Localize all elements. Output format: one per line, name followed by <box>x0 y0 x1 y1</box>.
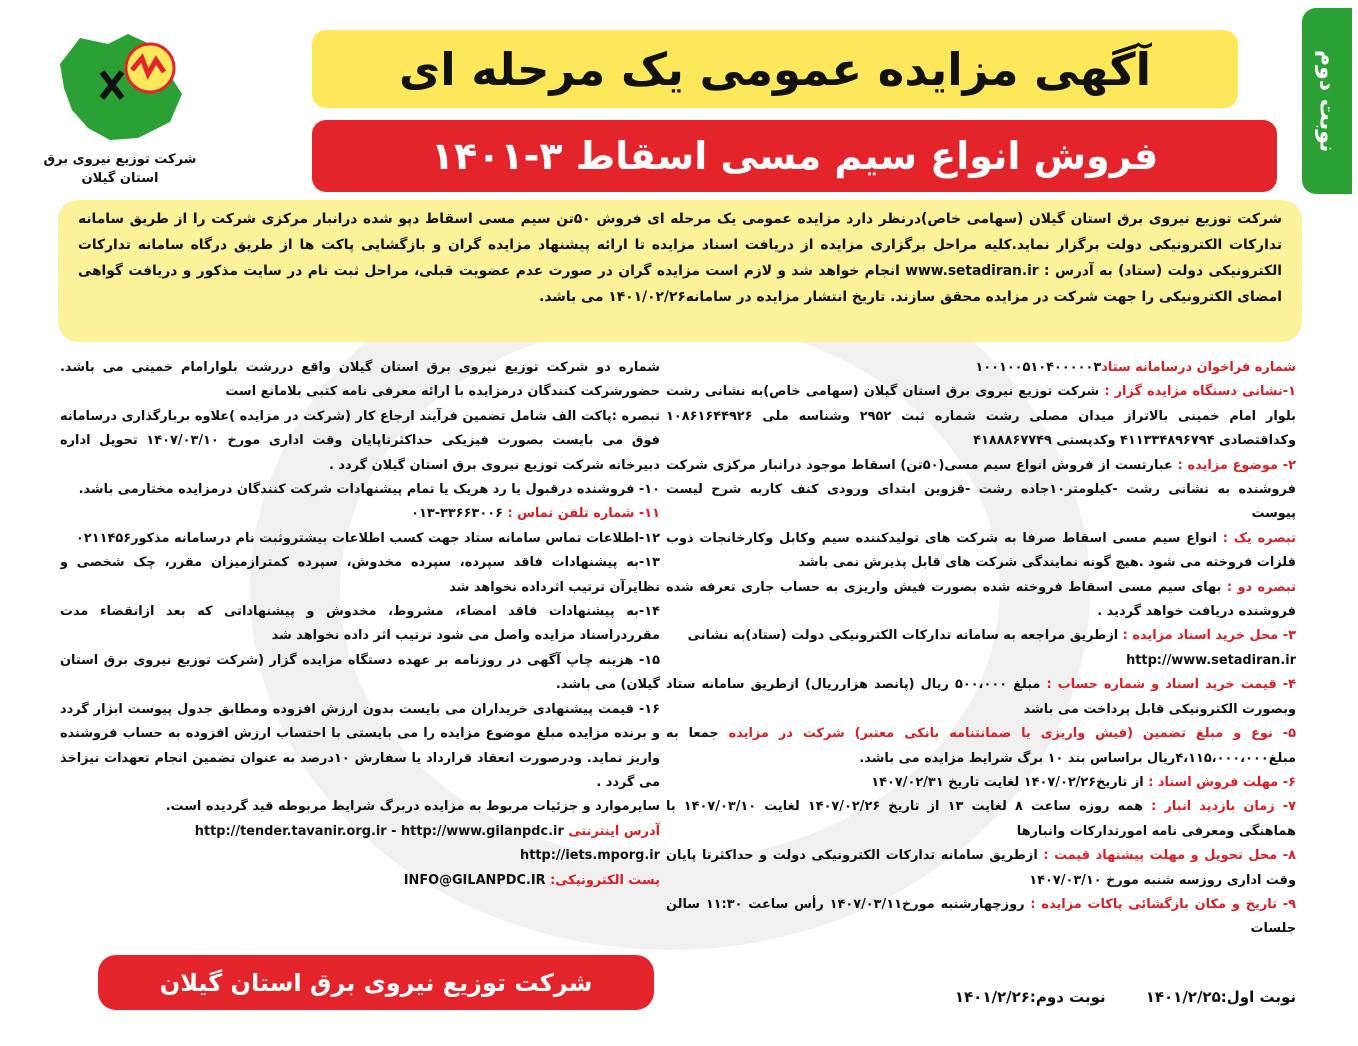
tab-label: نوبت دوم <box>1314 49 1340 153</box>
item-15: ۱۵- هزینه چاپ آگهی در روزنامه بر عهده دستگاه مزایده گزار (شرکت توزیع نیروی برق استان گیلان) می باشد. <box>60 652 660 693</box>
publication-tab <box>1302 8 1352 194</box>
item-8: ۸- محل تحویل و مهلت پیشنهاد قیمت : ازطریق سامانه تدارکات الکترونیکی دولت و حداکثرتا پایان وقت اداری روزسه شنبه مورخ ۱۴۰۷/۰۳/۱۰ <box>666 848 1296 888</box>
item-2: ۲- موضوع مزایده : عبارتست از فروش انواع سیم مسی(۵۰تن) اسقاط موجود درانبار مرکزی شرکت فروشنده به نشانی رشت -کیلومتر۱۰جاده رشت -قزوین ابتدای ورودی کنف کاربه شرح لیست پیوست <box>666 457 1296 522</box>
company-logo <box>32 24 208 204</box>
item-13: ۱۳-به پیشنهادات فاقد سپرده، سپرده مخدوش، سپرده کمترازمیزان مقرر، چک شخصی و نظایرآن ترتیب اثرداده نخواهد شد <box>60 555 660 595</box>
item-11: ۱۱- شماره تلفن تماس : ۳۳۶۶۳۰۰۶-۰۱۳ <box>411 506 660 522</box>
second-publication: نوبت دوم:۱۴۰۱/۲/۲۶ <box>954 988 1106 1006</box>
terms-right-column <box>666 356 1296 981</box>
page-title: آگهی مزایده عمومی یک مرحله ای <box>312 30 1238 108</box>
note-1: تبصره یک : انواع سیم مسی اسقاط صرفا به شرکت های تولیدکننده سیم وکابل وکارخانجات ذوب فلزات فروخته می شود .هیچ گونه نمایندگی شرکت های قابل پذیرش نمی باشد <box>666 530 1296 571</box>
item-12: ۱۲-اطلاعات تماس سامانه ستاد جهت کسب اطلاعات بیشتروثبت نام درسامانه مذکور۰۲۱۱۴۵۶ <box>75 530 660 546</box>
web-address-2 <box>60 844 660 868</box>
item-14: ۱۴-به پیشنهادات فاقد امضاء، مشروط، مخدوش و پیشنهاداتی که بعد ازانقضاء مدت مقرردراسناد مزایده واصل می شود ترتیب اثر داده نخواهد شد <box>60 604 660 644</box>
note-2: تبصره دو : بهای سیم مسی اسقاط فروخته شده بصورت فیش واریزی به حساب جاری تعرفه شده فروشنده دریافت خواهد گردید . <box>666 579 1296 620</box>
web-addresses: آدرس اینترنتی http://tender.tavanir.org.ir - http://www.gilanpdc.ir <box>194 823 660 839</box>
item-5: ۵- نوع و مبلغ تضمین (فیش واریزی یا ضمانتنامه بانکی معتبر) شرکت در مزایده جمعا به مبلغ۴،۱۱۵،۰۰۰،۰۰۰ریال براساس بند ۱۰ برگ شرایط مزایده می باشد. <box>666 726 1296 766</box>
item-3: ۳- محل خرید اسناد مزایده : ازطریق مراجعه به سامانه تدارکات الکترونیکی دولت (ستاد)به نشانی <box>687 628 1296 644</box>
item-9: ۹- تاریخ و مکان بازگشائی پاکات مزایده : روزچهارشنبه مورخ۱۴۰۷/۰۳/۱۱ رأس ساعت ۱۱:۳۰ سالن جلسات <box>666 896 1296 937</box>
gilanpdc-link[interactable]: http://www.gilanpdc.ir <box>401 823 564 839</box>
email-row: پست الکترونیکی: INFO@GILANPDC.IR <box>403 872 660 888</box>
setad-link[interactable]: http://www.setadiran.ir <box>1126 652 1296 668</box>
terms-left-column <box>60 356 660 951</box>
left-para-1: شماره دو شرکت توزیع نیروی برق استان گیلان واقع دررشت بلوارامام خمینی می باشد. حضورشرکت کنندگان درمزایده با ارائه معرفی نامه کتبی بلامانع است <box>60 360 660 400</box>
other-details: سایرموارد و جزئیات مربوط به مزایده دربرگ شرایط مربوطه قید گردیده است. <box>165 799 660 815</box>
item-16: ۱۶- قیمت پیشنهادی خریداران می بایست بدون ارزش افزوده ومطابق جدول پیوست ابزار گردد و برنده مزایده مبلغ موضوع مزایده را می بایستی با احتساب ارزش افزوده به حساب فروشنده واریز نماید. ودرصورت انعقاد قرارداد یا سفارش ۱۰درصد به عنوان تضمین انجام تعهدات نیزاخذ می گردد . <box>60 701 660 790</box>
item-1: ۱-نشانی دستگاه مزایده گزار : شرکت توزیع نیروی برق استان گیلان (سهامی خاص)به نشانی رشت بلوار امام خمینی بالاتراز میدان مصلی رشت شماره ثبت ۲۹۵۲ وشناسه ملی ۱۰۸۶۱۶۴۴۹۲۶ وکداقتصادی ۴۱۱۳۳۴۸۹۶۷۹۴ وکدپستی ۴۱۸۸۸۶۷۷۴۹ <box>666 384 1296 449</box>
logo-line-1: شرکت توزیع نیروی برق <box>43 152 197 167</box>
item-3-url <box>666 649 1296 673</box>
logo-line-2: استان گیلان <box>81 171 159 186</box>
item-4: ۴- قیمت خرید اسناد و شماره حساب : مبلغ ۵۰۰،۰۰۰ ریال (پانصد هزارریال) ازطریق سامانه ستاد وبصورت الکترونیکی قابل پرداخت می باشد <box>666 677 1296 717</box>
publication-dates <box>696 988 1296 1016</box>
iets-link[interactable]: http://iets.mporg.ir <box>520 848 660 864</box>
first-publication: نوبت اول:۱۴۰۱/۲/۲۵ <box>1145 988 1296 1006</box>
logo-caption <box>32 150 208 188</box>
footer-company: شرکت توزیع نیروی برق استان گیلان <box>98 955 654 1010</box>
left-note: تبصره :پاکت الف شامل تضمین فرآیند ارجاع کار (شرکت در مزایده )علاوه بربارگذاری درسامانه فوق می بایست بصورت فیزیکی حداکثرتاپایان وقت اداری مورخ ۱۴۰۷/۰۳/۱۰ تحویل اداره دبیرخانه شرکت توزیع نیروی برق استان گیلان گردد . <box>60 408 660 473</box>
item-10: ۱۰- فروشنده درقبول یا رد هریک یا تمام پیشنهادات شرکت کنندگان درمزایده مختارمی باشد. <box>78 482 660 498</box>
map-icon <box>50 24 190 148</box>
item-7: ۷- زمان بازدید انبار : همه روزه ساعت ۸ لغایت ۱۳ از تاریخ ۱۴۰۷/۰۲/۲۶ لغایت ۱۴۰۷/۰۳/۱۰ با هماهنگی ومعرفی نامه امورتدارکات وانبارها <box>666 799 1296 839</box>
tender-link[interactable]: http://tender.tavanir.org.ir <box>194 823 387 839</box>
email-link[interactable]: INFO@GILANPDC.IR <box>403 872 546 888</box>
item-6: ۶- مهلت فروش اسناد : از تاریخ۱۴۰۷/۰۲/۲۶ لغایت تاریخ ۱۴۰۷/۰۲/۳۱ <box>871 774 1296 790</box>
page-subtitle: فروش انواع سیم مسی اسقاط ۳-۱۴۰۱ <box>312 120 1277 192</box>
intro-paragraph: شرکت توزیع نیروی برق استان گیلان (سهامی خاص)درنظر دارد مزایده عمومی یک مرحله ای فروش ۵۰تن سیم مسی اسقاط دپو شده درانبار مرکزی شرکت را از طریق سامانه تدارکات الکترونیکی دولت برگزار نماید.کلیه مراحل برگزاری مزایده از دریافت اسناد مزایده تا ارائه پیشنهاد مزایده گران و بازگشایی پاکت ها از طریق درگاه سامانه تدارکات الکترونیکی دولت (ستاد) به آدرس : www.setadiran.ir انجام خواهد شد و لازم است مزایده گران در صورت عدم عضویت قبلی، مراحل ثبت نام در سایت مذکور و دریافت گواهی امضای الکترونیکی را جهت شرکت در مزایده محقق سازند. تاریخ انتشار مزایده در سامانه۱۴۰۱/۰۲/۲۶ می باشد. <box>58 200 1302 342</box>
call-number: شماره فراخوان درسامانه ستاد۱۰۰۱۰۰۵۱۰۴۰۰۰۰۰۳ <box>975 360 1296 375</box>
